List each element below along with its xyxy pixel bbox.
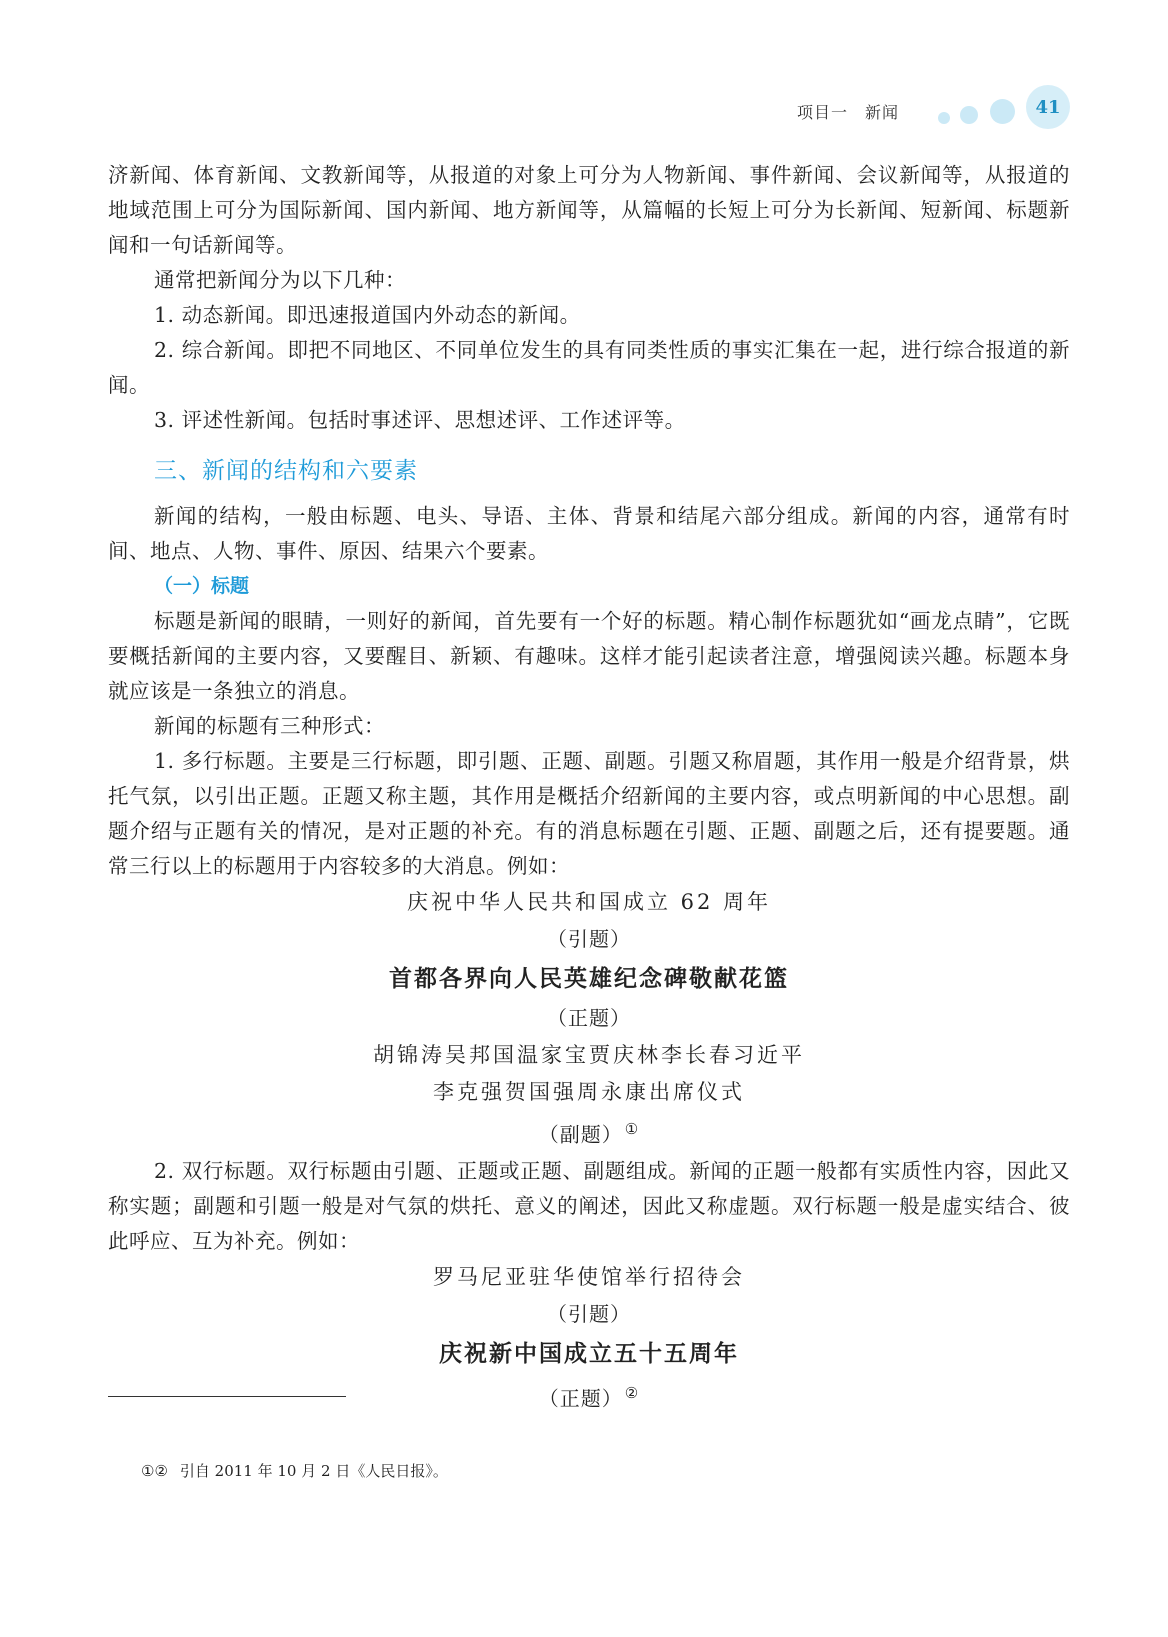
footnote-text: 引自 2011 年 10 月 2 日《人民日报》。 bbox=[179, 1462, 448, 1480]
page-content bbox=[108, 158, 1070, 1417]
headline-label: （引题） bbox=[547, 927, 631, 951]
footnote-divider bbox=[108, 1396, 346, 1397]
paragraph: 1. 多行标题。主要是三行标题，即引题、正题、副题。引题又称眉题，其作用一般是介绍背景，烘托气氛，以引出正题。正题又称主题，其作用是概括介绍新闻的主要内容，或点明新闻的中心思想。副题介绍与正题有关的情况，是对正题的补充。有的消息标题在引题、正题、副题之后，还有提要题。通常三行以上的标题用于内容较多的大消息。例如： bbox=[108, 749, 1070, 878]
headline-label: （引题） bbox=[547, 1301, 631, 1326]
paragraph: 标题是新闻的眼睛，一则好的新闻，首先要有一个好的标题。精心制作标题犹如“画龙点睛”，它既要概括新闻的主要内容，又要醒目、新颖、有趣味。这样才能引起读者注意，增强阅读兴趣。标题本身就应该是一条独立的消息。 bbox=[108, 609, 1070, 703]
footnote-ref: ② bbox=[624, 1383, 640, 1402]
sub-headline: 李克强贺国强周永康出席仪式 bbox=[433, 1080, 745, 1104]
headline-label-with-note bbox=[108, 1111, 1070, 1154]
lead-headline: 罗马尼亚驻华使馆举行招待会 bbox=[433, 1264, 745, 1289]
main-headline: 庆祝新中国成立五十五周年 bbox=[439, 1340, 739, 1367]
decorative-dot-icon bbox=[990, 99, 1015, 124]
paragraph: 通常把新闻分为以下几种： bbox=[154, 268, 406, 292]
headline-example-1 bbox=[108, 884, 1070, 1154]
decorative-dot-icon bbox=[960, 106, 978, 124]
paragraph: 新闻的标题有三种形式： bbox=[154, 714, 385, 738]
footnote bbox=[141, 1460, 448, 1481]
headline-label: （副题） bbox=[538, 1122, 623, 1147]
section-heading: 三、新闻的结构和六要素 bbox=[154, 458, 418, 484]
page-number-badge: 41 bbox=[1026, 85, 1070, 129]
headline-example-2 bbox=[108, 1259, 1070, 1418]
decorative-dot-icon bbox=[938, 112, 950, 124]
sub-headline: 胡锦涛吴邦国温家宝贾庆林李长春习近平 bbox=[373, 1043, 805, 1067]
page-header bbox=[0, 86, 1168, 136]
paragraph: 2. 双行标题。双行标题由引题、正题或正题、副题组成。新闻的正题一般都有实质性内容，因此又称实题；副题和引题一般是对气氛的烘托、意义的阐述，因此又称虚题。双行标题一般是虚实结合、彼此呼应、互为补充。例如： bbox=[108, 1158, 1070, 1253]
list-item: 2. 综合新闻。即把不同地区、不同单位发生的具有同类性质的事实汇集在一起，进行综合报道的新闻。 bbox=[108, 338, 1070, 397]
headline-label: （正题） bbox=[547, 1006, 631, 1030]
lead-headline: 庆祝中华人民共和国成立 62 周年 bbox=[406, 890, 772, 914]
chapter-title: 项目一 新闻 bbox=[797, 103, 900, 122]
footnote-marks: ①② bbox=[141, 1462, 168, 1480]
footnote-ref: ① bbox=[624, 1120, 640, 1138]
main-headline: 首都各界向人民英雄纪念碑敬献花篮 bbox=[389, 966, 789, 992]
headline-label: （正题） bbox=[538, 1386, 623, 1411]
paragraph: 济新闻、体育新闻、文教新闻等，从报道的对象上可分为人物新闻、事件新闻、会议新闻等，从报道的地域范围上可分为国际新闻、国内新闻、地方新闻等，从篇幅的长短上可分为长新闻、短新闻、标题新闻和一句话新闻等。 bbox=[108, 163, 1070, 257]
list-item: 3. 评述性新闻。包括时事述评、思想述评、工作述评等。 bbox=[154, 408, 686, 432]
subsection-heading: （一）标题 bbox=[154, 575, 250, 597]
list-item: 1. 动态新闻。即迅速报道国内外动态的新闻。 bbox=[154, 303, 581, 327]
paragraph: 新闻的结构，一般由标题、电头、导语、主体、背景和结尾六部分组成。新闻的内容，通常有时间、地点、人物、事件、原因、结果六个要素。 bbox=[108, 504, 1070, 563]
